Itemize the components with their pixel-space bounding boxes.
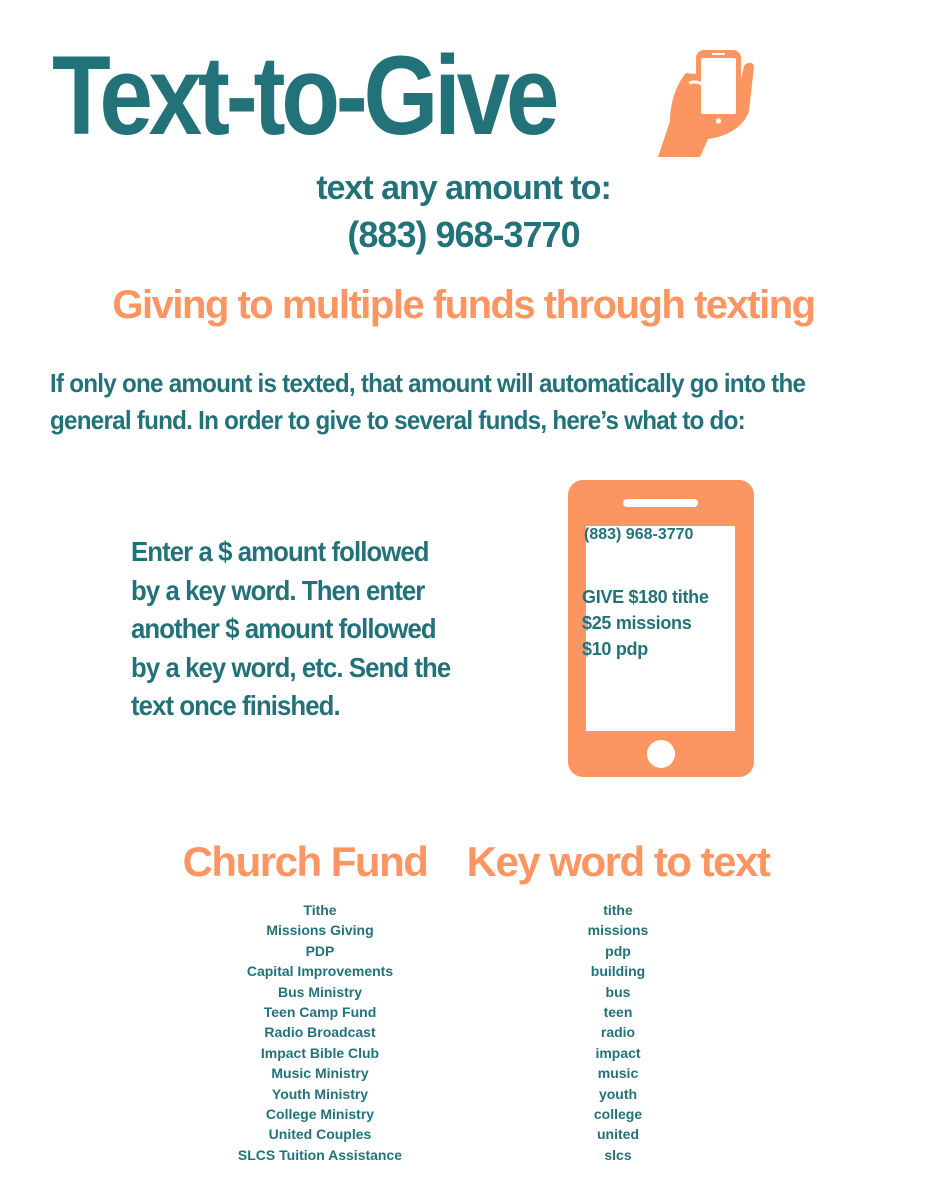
screen-phone-number: (883) 968-3770 [584,526,694,543]
keyword-item: missions [587,922,649,939]
keyword-item: college [593,1106,643,1123]
fund-item: United Couples [268,1126,372,1143]
keyword-item: united [597,1126,639,1143]
keyword-item: impact [595,1044,641,1061]
keyword-item: teen [603,1004,633,1021]
intro-paragraph: If only one amount is texted, that amount will automatically go into the general fund. In order to give to several funds, here’s what to do: [50,368,806,435]
fund-item: Tithe [303,902,337,918]
screen-message-line: GIVE $180 tithe [582,587,709,607]
keyword-item: music [597,1065,639,1082]
keyword-item: radio [600,1024,636,1041]
page-title: Text-to-Give [52,33,556,158]
fund-item: Bus Ministry [277,983,362,1000]
phone-speaker [623,499,698,507]
keyword-item: slcs [604,1146,632,1163]
phone-illustration [568,480,754,777]
steps-paragraph: Enter a $ amount followed by a key word. Then enter another $ amount followed by a key word, etc. Send the text once finished. [131,536,451,721]
fund-item: Music Ministry [271,1065,369,1082]
fund-item: Youth Ministry [271,1085,369,1102]
keyword-item: youth [598,1085,638,1102]
hand-holding-phone-icon [656,47,756,159]
keyword-heading: Key word to text [466,838,770,885]
fund-item: Capital Improvements [246,963,394,980]
fund-item: SLCS Tuition Assistance [237,1146,403,1163]
keyword-item: building [590,963,646,980]
keyword-item: tithe [603,902,633,918]
church-fund-heading: Church Fund [182,838,428,885]
keyword-list [558,900,678,1165]
fund-item: Missions Giving [266,922,374,939]
screen-message-line: $10 pdp [582,639,648,659]
keyword-item: pdp [605,942,631,959]
phone-number: (883) 968-3770 [347,214,580,255]
instruction-text: text any amount to: [316,169,611,207]
screen-message-line: $25 missions [582,613,692,633]
fund-item: College Ministry [265,1106,375,1123]
section-heading: Giving to multiple funds through texting [112,283,815,327]
fund-item: Teen Camp Fund [263,1004,377,1021]
fund-item: Impact Bible Club [260,1044,380,1061]
screen-message [582,584,709,662]
church-fund-list [220,900,420,1165]
phone-home-button [647,740,675,768]
keyword-item: bus [605,983,631,1000]
fund-item: Radio Broadcast [264,1024,376,1041]
fund-item: PDP [305,942,335,959]
